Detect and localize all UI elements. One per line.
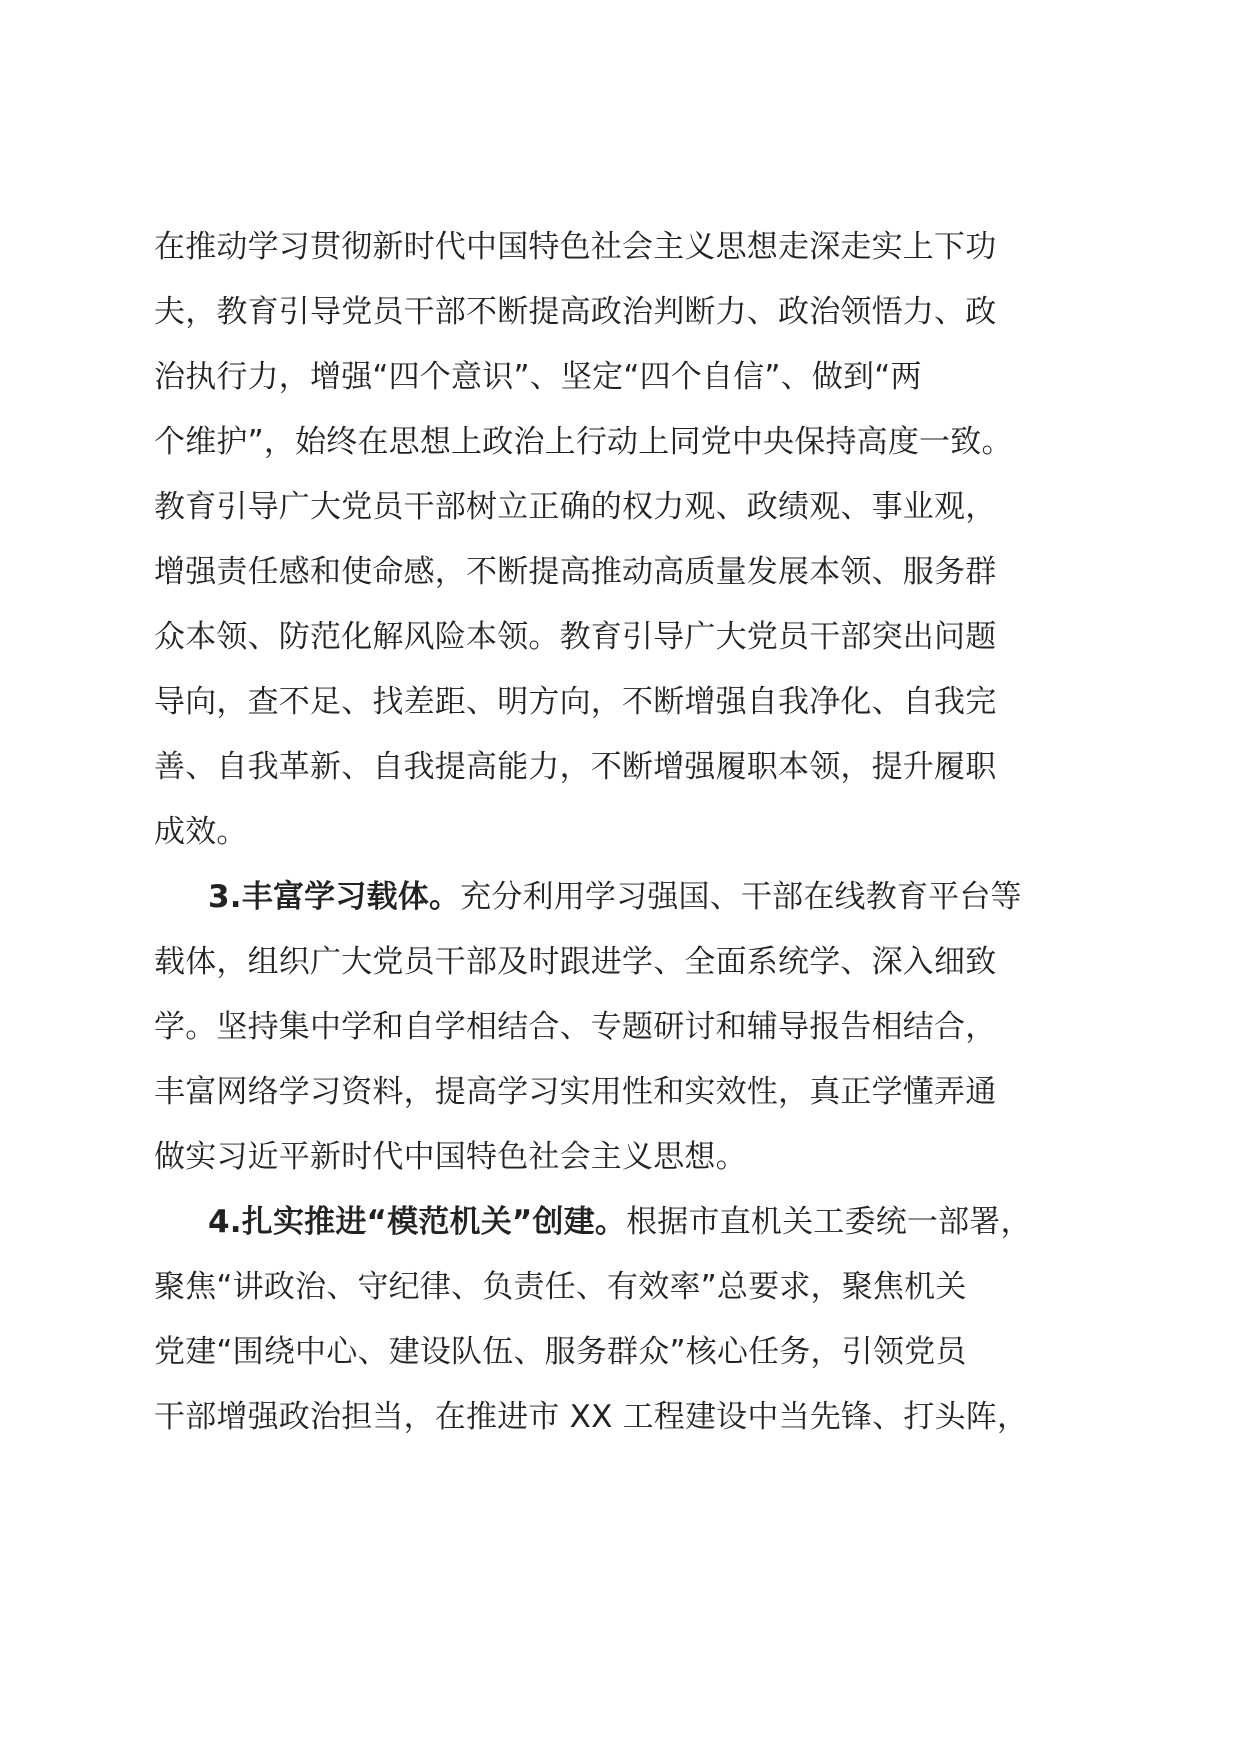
paragraph-line: 夫，教育引导党员干部不断提高政治判断力、政治领悟力、政 [154,294,997,330]
section-heading: 3.丰富学习载体。 [208,879,461,915]
document-body [154,215,1094,1450]
paragraph-line: 教育引导广大党员干部树立正确的权力观、政绩观、事业观， [154,489,997,525]
paragraph-line: 学。坚持集中学和自学相结合、专题研讨和辅导报告相结合， [154,1009,997,1045]
paragraph-first-line [154,865,1094,930]
paragraph-line: 众本领、防范化解风险本领。教育引导广大党员干部突出问题 [154,619,997,655]
paragraph-line: 治执行力，增强“四个意识”、坚定“四个自信”、做到“两 [154,359,922,395]
paragraph-line: 在推动学习贯彻新时代中国特色社会主义思想走深走实上下功 [154,229,997,265]
paragraph-line: 载体，组织广大党员干部及时跟进学、全面系统学、深入细致 [154,944,997,980]
paragraph-line: 导向，查不足、找差距、明方向，不断增强自我净化、自我完 [154,684,997,720]
paragraph-first-line [154,1190,1094,1255]
paragraph-line: 做实习近平新时代中国特色社会主义思想。 [154,1139,747,1175]
paragraph-text: 根据市直机关工委统一部署， [626,1204,1032,1240]
paragraph-line: 干部增强政治担当，在推进市 XX 工程建设中当先锋、打头阵， [154,1399,1029,1435]
paragraph-line: 党建“围绕中心、建设队伍、服务群众”核心任务，引领党员 [154,1334,967,1370]
paragraph-line: 丰富网络学习资料，提高学习实用性和实效性，真正学懂弄通 [154,1074,997,1110]
paragraph-line: 善、自我革新、自我提高能力，不断增强履职本领，提升履职 [154,749,997,785]
paragraph-line: 成效。 [154,814,248,850]
paragraph-line: 聚焦“讲政治、守纪律、负责任、有效率”总要求，聚焦机关 [154,1269,967,1305]
paragraph-line: 增强责任感和使命感，不断提高推动高质量发展本领、服务群 [154,554,997,590]
paragraph-text: 充分利用学习强国、干部在线教育平台等 [460,879,1022,915]
paragraph-line: 个维护”，始终在思想上政治上行动上同党中央保持高度一致。 [154,424,1013,460]
section-heading: 4.扎实推进“模范机关”创建。 [208,1204,627,1240]
